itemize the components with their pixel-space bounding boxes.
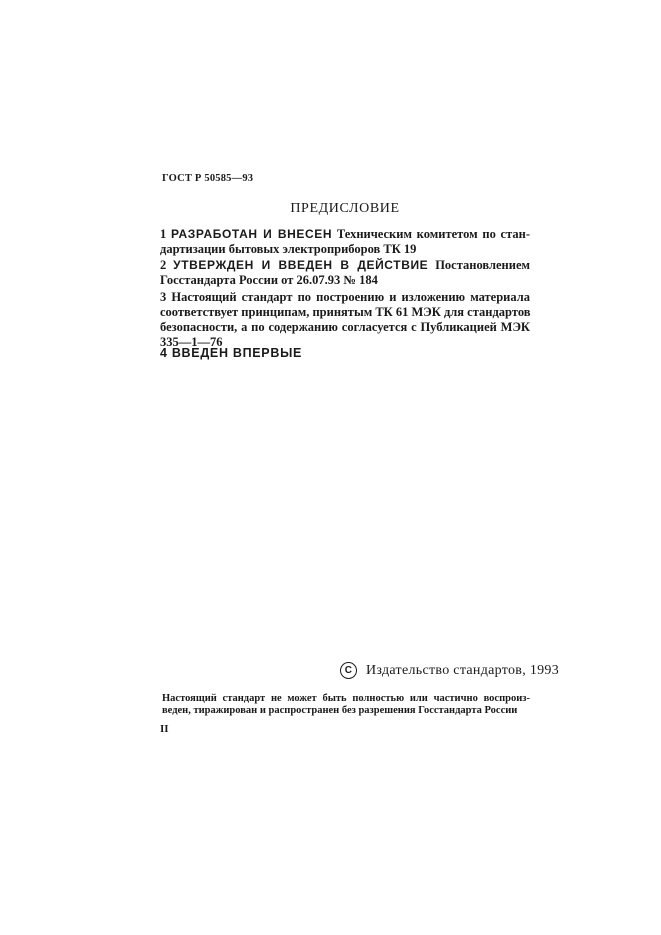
- item-3-text: Настоящий стандарт по построению и изложению материала: [171, 290, 531, 304]
- preface-item-2: [160, 258, 530, 288]
- copyright-icon: C: [340, 662, 357, 679]
- item-3-line-3: безопасности, а по содержанию согласуется с Публикацией МЭК: [160, 320, 530, 334]
- notice-line-1: Настоящий стандарт не может быть полностью или частично воспроиз-: [162, 693, 530, 704]
- notice-line-2: веден, тиражирован и распространен без разрешения Госстандарта России: [162, 705, 518, 716]
- preface-item-1-line-1: [160, 227, 530, 242]
- preface-item-4: 4 ВВЕДЕН ВПЕРВЫЕ: [160, 346, 303, 360]
- item-1-line-2: дартизации бытовых электроприборов ТК 19: [160, 242, 417, 256]
- item-2-line-2: Госстандарта России от 26.07.93 № 184: [160, 273, 378, 287]
- copyright-notice: [340, 662, 559, 679]
- item-1-caps: РАЗРАБОТАН И ВНЕСЕН: [170, 227, 333, 241]
- page-number: II: [160, 723, 169, 735]
- item-3-number: 3: [160, 290, 167, 304]
- preface-item-3: [160, 290, 530, 350]
- item-2-caps: УТВЕРЖДЕН И ВВЕДЕН В ДЕЙСТВИЕ: [173, 258, 429, 272]
- page-title: ПРЕДИСЛОВИЕ: [290, 201, 400, 216]
- item-1-text: Техническим комитетом по стан-: [336, 227, 531, 241]
- reproduction-notice: [162, 693, 530, 717]
- item-3-line-4: 335—1—76: [160, 335, 223, 349]
- copyright-text: Издательство стандартов, 1993: [366, 662, 560, 678]
- item-2-number: 2: [160, 258, 167, 272]
- item-3-line-2: соответствует принципам, принятым ТК 61 МЭК для стандартов: [160, 305, 531, 319]
- preface-item-2-line-1: [160, 258, 530, 273]
- preface-item-3-line-1: [160, 290, 530, 305]
- item-2-text: Постановлением: [435, 258, 531, 272]
- document-code: ГОСТ Р 50585—93: [162, 173, 254, 184]
- item-1-number: 1: [160, 227, 167, 241]
- preface-item-1: [160, 227, 530, 257]
